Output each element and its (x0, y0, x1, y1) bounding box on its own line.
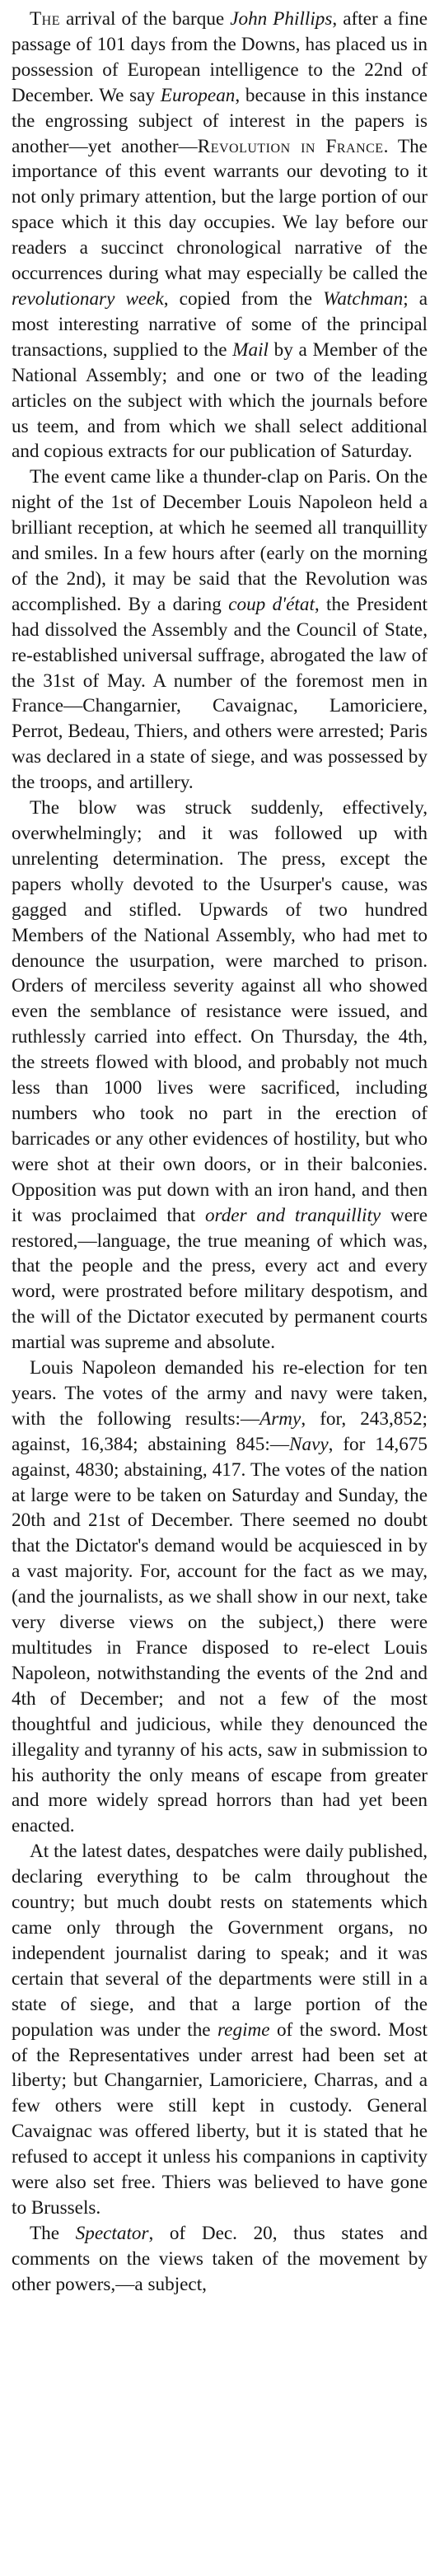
text-run: The (30, 2222, 76, 2244)
italic-text: revolutionary week (12, 287, 164, 310)
italic-text: John Phillips (230, 8, 333, 30)
italic-text: coup d'état (228, 593, 315, 615)
italic-text: European (160, 84, 236, 106)
text-run: , because in this instance the engrossing subject of interest in the papers is another—yet another— (12, 84, 428, 157)
text-run: Louis Napoleon demanded his re-election for ten years. The votes of the army and navy were taken, with the following results:— (12, 1357, 428, 1430)
text-run: , of Dec. 20, thus states and comments on the views taken of the movement by other powers,—a subject, (12, 2222, 428, 2295)
italic-text: Spectator (75, 2222, 149, 2244)
text-run: At the latest dates, despatches were daily published, declaring everything to be calm throughout the country; but much doubt rests on statements which came only through the Government organs, no independent journalist daring to speak; and it was certain that several of the departments were still in a state of siege, and that a large portion of the population was under the (12, 1841, 428, 2041)
italic-text: Mail (232, 338, 269, 361)
text-run: . The importance of this event warrants our devoting to it not only primary attention, but the large portion of our space which it this day occupies. We lay before our readers a succinct chronological narrative of the occurrences during what may especially be called the (12, 135, 428, 285)
text-run: The blow was struck suddenly, effectively, overwhelmingly; and it was followed up with unrelenting determination. The press, except the papers wholly devoted to the Usurper's cause, was gagged and stifled. Upwards of two hundred Members of the National Assembly, who had met to denounce the usurpation, were marched to prison. Orders of merciless severity against all who showed even the semblance of resistance were issued, and ruthlessly carried into effect. On Thursday, the 4th, the streets flowed with blood, and probably not much less than 1000 lives were sacrificed, including numbers who took no part in the erection of barricades or any other evidences of hostility, but who were shot at their own doors, or in their balconies. Opposition was put down with an iron hand, and then it was proclaimed that (12, 797, 428, 1226)
article-paragraph (12, 1356, 428, 1839)
article-paragraph (12, 464, 428, 796)
italic-text: order and tranquillity (204, 1204, 381, 1226)
article-paragraph (12, 2221, 428, 2298)
text-run: , copied from the (163, 287, 324, 310)
article-paragraph (12, 1839, 428, 2221)
text-run: arrival of the barque (60, 8, 231, 30)
text-run: The event came like a thunder-clap on Paris. On the night of the 1st of December Louis Napoleon held a brilliant reception, at which he seemed all tranquillity and smiles. In a few hours after (early on the morning of the 2nd), it may be said that the Revolution was accomplished. By a daring (12, 466, 428, 615)
text-run: , the President had dissolved the Assembly and the Council of State, re-established universal suffrage, abrogated the law of the 31st of May. A number of the foremost men in France—Changarnier, Cavaignac, Lamoriciere, Perrot, Bedeau, Thiers, and others were arrested; Paris was declared in a state of siege, and was possessed by the troops, and artillery. (12, 593, 428, 794)
text-run: were restored,—language, the true meaning of which was, that the people and the press, every act and every word, were prostrated before military despotism, and the will of the Dictator executed by permanent courts martial was supreme and absolute. (12, 1204, 428, 1354)
italic-text: Watchman (323, 287, 404, 310)
article-paragraph (12, 7, 428, 464)
italic-text: regime (217, 2018, 270, 2041)
small-caps-text: Revolution in France (197, 135, 384, 157)
article-paragraph (12, 796, 428, 1356)
text-run: by a Member of the National Assembly; and one or two of the leading articles on the subject with which the journals before us teem, and from which we shall select additional and copious extracts for our publication of Saturday. (12, 338, 428, 463)
text-run: , for, 243,852; against, 16,384; abstaining 845:— (12, 1407, 428, 1455)
text-run: of the sword. Most of the Representatives under arrest had been set at liberty; but Changarnier, Lamoriciere, Charras, and a few others were still kept in custody. General Cavaignac was offered liberty, but it is stated that he refused to accept it unless his companions in captivity were also set free. Thiers was believed to have gone to Brussels. (12, 2018, 428, 2219)
italic-text: Army (259, 1407, 301, 1430)
text-run: , after a fine passage of 101 days from the Downs, has placed us in possession of European intelligence to the 22nd of December. We say (12, 8, 428, 106)
text-run: ; a most interesting narrative of some of the principal transactions, supplied to the (12, 287, 428, 361)
small-caps-text: The (30, 8, 60, 30)
italic-text: Navy (289, 1433, 329, 1455)
text-run: , for 14,675 against, 4830; abstaining, 417. The votes of the nation at large were to be taken on Saturday and Sunday, the 20th and 21st of December. There seemed no doubt that the Dictator's demand would be acquiesced in by a vast majority. For, account for the fact as we may, (and the journalists, as we shall show in our next, take very diverse views on the subject,) there were multitudes in France disposed to re-elect Louis Napoleon, notwithstanding the events of the 2nd and 4th of December; and not a few of the most thoughtful and judicious, while they denounced the illegality and tyranny of his acts, saw in submission to his authority the only means of escape from greater and more widely spread horrors than had yet been enacted. (12, 1433, 428, 1837)
